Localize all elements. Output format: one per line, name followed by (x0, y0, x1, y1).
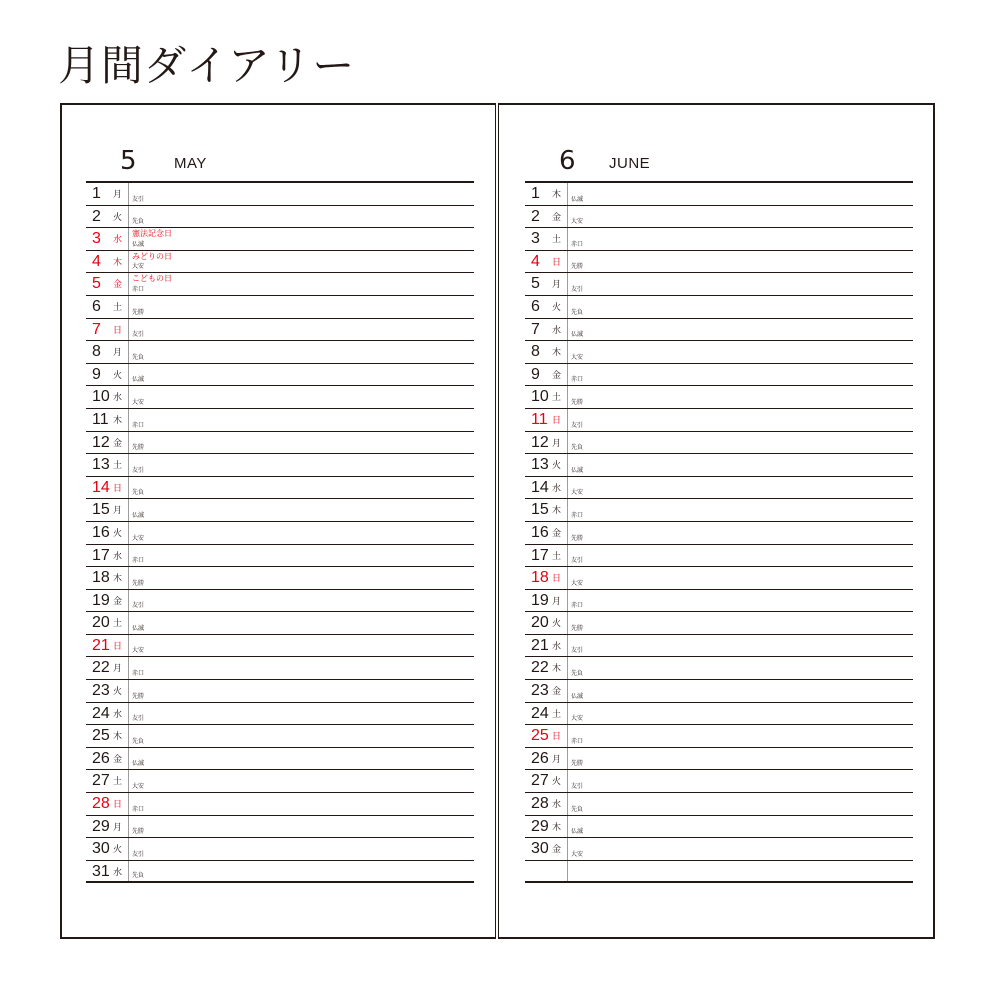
weekday-label: 火 (113, 370, 123, 381)
rokuyo-label: 仏滅 (571, 828, 584, 836)
day-number: 12 (531, 433, 549, 451)
rokuyo-label: 仏滅 (132, 760, 145, 768)
weekday-label: 火 (552, 461, 562, 472)
weekday-label: 土 (113, 777, 123, 788)
day-number: 3 (92, 230, 101, 248)
day-row[interactable] (86, 319, 474, 342)
day-number: 7 (92, 320, 101, 338)
rokuyo-label: 大安 (571, 850, 584, 858)
weekday-label: 火 (113, 687, 123, 698)
rokuyo-label: 先負 (571, 308, 584, 316)
weekday-label: 火 (552, 302, 562, 313)
day-row[interactable] (525, 206, 913, 229)
rokuyo-label: 友引 (132, 331, 145, 339)
day-number: 18 (531, 569, 549, 587)
day-number: 1 (92, 185, 101, 202)
day-number: 22 (92, 659, 110, 677)
weekday-label: 月 (552, 438, 562, 449)
day-row[interactable] (525, 793, 913, 816)
day-number: 23 (92, 682, 110, 700)
day-row[interactable] (86, 770, 474, 793)
month-number: 5 (120, 146, 137, 176)
rokuyo-label: 先勝 (132, 308, 145, 316)
day-row[interactable] (525, 680, 913, 703)
day-row[interactable] (86, 251, 474, 274)
day-number: 20 (92, 614, 110, 632)
rokuyo-label: 大安 (571, 715, 584, 723)
weekday-label: 月 (113, 506, 123, 517)
month-header (499, 145, 933, 181)
weekday-label: 金 (552, 687, 562, 698)
day-row[interactable] (525, 522, 913, 545)
rokuyo-label: 先負 (132, 737, 145, 745)
day-number: 19 (531, 591, 549, 609)
day-row[interactable] (86, 545, 474, 568)
weekday-label: 水 (552, 325, 562, 336)
rokuyo-label: 先勝 (571, 263, 584, 271)
day-number: 9 (92, 365, 101, 383)
rokuyo-label: 大安 (132, 783, 145, 791)
rokuyo-label: 赤口 (132, 285, 145, 293)
rokuyo-label: 赤口 (132, 557, 145, 565)
day-number: 21 (531, 636, 549, 654)
day-row[interactable] (525, 386, 913, 409)
rokuyo-label: 友引 (571, 783, 584, 791)
rokuyo-label: 友引 (132, 466, 145, 474)
day-number: 12 (92, 433, 110, 451)
day-row[interactable] (525, 251, 913, 274)
weekday-label: 水 (113, 867, 123, 878)
day-number: 19 (92, 591, 110, 609)
day-number: 13 (92, 456, 110, 474)
day-row[interactable] (525, 477, 913, 500)
weekday-label: 月 (552, 280, 562, 291)
rokuyo-label: 大安 (571, 353, 584, 361)
rokuyo-label: 仏滅 (132, 624, 145, 632)
day-number: 28 (92, 795, 110, 813)
rokuyo-label: 大安 (132, 647, 145, 655)
day-rows (525, 181, 913, 883)
rokuyo-label: 先勝 (571, 760, 584, 768)
rokuyo-label: 仏滅 (132, 511, 145, 519)
day-number: 17 (92, 546, 110, 564)
day-row[interactable] (86, 206, 474, 229)
rokuyo-label: 先勝 (571, 534, 584, 542)
rokuyo-label: 仏滅 (571, 466, 584, 474)
weekday-label: 水 (113, 393, 123, 404)
rokuyo-label: 先負 (132, 353, 145, 361)
day-row[interactable] (525, 816, 913, 839)
weekday-label: 水 (552, 641, 562, 652)
weekday-label: 土 (552, 551, 562, 562)
weekday-label: 金 (552, 370, 562, 381)
day-number: 7 (531, 320, 540, 338)
rokuyo-label: 仏滅 (132, 240, 145, 248)
day-row[interactable] (86, 522, 474, 545)
day-number: 14 (531, 478, 549, 496)
day-rows (86, 181, 474, 883)
rokuyo-label: 友引 (571, 647, 584, 655)
day-row[interactable] (525, 838, 913, 861)
weekday-label: 日 (113, 325, 123, 336)
day-number: 16 (92, 523, 110, 541)
weekday-label: 木 (552, 348, 562, 359)
rokuyo-label: 友引 (132, 195, 145, 203)
weekday-label: 日 (113, 483, 123, 494)
weekday-label: 月 (552, 596, 562, 607)
day-number: 30 (531, 840, 549, 858)
day-number: 15 (92, 501, 110, 519)
day-row[interactable] (86, 657, 474, 680)
weekday-label: 火 (552, 777, 562, 788)
day-row[interactable] (86, 454, 474, 477)
rokuyo-label: 友引 (132, 602, 145, 610)
rokuyo-label: 先負 (571, 670, 584, 678)
rokuyo-label: 友引 (571, 285, 584, 293)
rokuyo-label: 友引 (571, 557, 584, 565)
rokuyo-label: 先勝 (571, 398, 584, 406)
rokuyo-label: 先負 (132, 489, 145, 497)
rokuyo-label: 友引 (132, 715, 145, 723)
weekday-label: 土 (113, 461, 123, 472)
rokuyo-label: 先勝 (132, 828, 145, 836)
day-row[interactable] (525, 432, 913, 455)
day-row[interactable] (86, 499, 474, 522)
weekday-label: 日 (552, 732, 562, 743)
day-number: 8 (92, 343, 101, 361)
month-name: JUNE (609, 155, 651, 172)
weekday-label: 木 (552, 506, 562, 517)
day-number: 2 (92, 207, 101, 225)
weekday-label: 木 (113, 732, 123, 743)
day-row[interactable] (525, 770, 913, 793)
day-number: 10 (92, 388, 110, 406)
weekday-label: 日 (552, 257, 562, 268)
weekday-label: 土 (552, 393, 562, 404)
day-number: 16 (531, 523, 549, 541)
day-row[interactable] (86, 612, 474, 635)
day-number: 5 (92, 275, 101, 293)
day-row[interactable] (86, 793, 474, 816)
day-row[interactable] (525, 612, 913, 635)
day-row[interactable] (86, 590, 474, 613)
day-number: 24 (92, 704, 110, 722)
day-number: 11 (92, 410, 109, 428)
day-row[interactable] (525, 748, 913, 771)
day-number: 28 (531, 795, 549, 813)
rokuyo-label: 大安 (571, 218, 584, 226)
weekday-label: 火 (552, 619, 562, 630)
rokuyo-label: 赤口 (571, 602, 584, 610)
day-row[interactable] (525, 635, 913, 658)
day-row[interactable] (86, 816, 474, 839)
day-row[interactable] (86, 273, 474, 296)
weekday-label: 水 (552, 800, 562, 811)
day-row[interactable] (525, 590, 913, 613)
day-row[interactable] (525, 499, 913, 522)
rokuyo-label: 赤口 (571, 240, 584, 248)
day-number: 5 (531, 275, 540, 293)
day-number: 13 (531, 456, 549, 474)
weekday-label: 金 (552, 212, 562, 223)
day-row[interactable] (86, 386, 474, 409)
day-number: 9 (531, 365, 540, 383)
rokuyo-label: 先勝 (571, 624, 584, 632)
weekday-label: 木 (113, 257, 123, 268)
rokuyo-label: 大安 (132, 534, 145, 542)
rokuyo-label: 先勝 (132, 692, 145, 700)
diary-page-may (60, 103, 496, 939)
day-row[interactable] (525, 183, 913, 206)
day-row[interactable] (525, 567, 913, 590)
day-row[interactable] (86, 703, 474, 726)
day-number: 25 (531, 727, 549, 745)
weekday-label: 日 (113, 800, 123, 811)
day-number: 1 (531, 185, 540, 202)
weekday-label: 金 (113, 596, 123, 607)
page-title: 月間ダイアリー (58, 41, 356, 90)
day-row[interactable] (86, 432, 474, 455)
rokuyo-label: 赤口 (571, 737, 584, 745)
day-row[interactable] (525, 703, 913, 726)
day-row[interactable] (525, 364, 913, 387)
weekday-label: 木 (113, 415, 123, 426)
rokuyo-label: 先負 (571, 805, 584, 813)
day-row[interactable] (525, 454, 913, 477)
day-number: 6 (92, 297, 101, 315)
day-number: 10 (531, 388, 549, 406)
weekday-label: 水 (113, 551, 123, 562)
month-number: 6 (559, 146, 576, 176)
day-row[interactable] (86, 838, 474, 861)
rokuyo-label: 赤口 (132, 421, 145, 429)
weekday-label: 日 (113, 641, 123, 652)
rokuyo-label: 赤口 (132, 805, 145, 813)
rokuyo-label: 赤口 (571, 511, 584, 519)
weekday-label: 火 (113, 212, 123, 223)
rokuyo-label: 赤口 (571, 376, 584, 384)
day-row[interactable] (525, 341, 913, 364)
weekday-label: 金 (113, 280, 123, 291)
day-number: 17 (531, 546, 549, 564)
day-row[interactable] (86, 364, 474, 387)
weekday-label: 月 (113, 348, 123, 359)
day-row[interactable] (86, 680, 474, 703)
rokuyo-label: 仏滅 (571, 331, 584, 339)
day-row[interactable] (86, 477, 474, 500)
day-row[interactable] (525, 319, 913, 342)
holiday-label: みどりの日 (132, 251, 172, 261)
weekday-label: 金 (113, 438, 123, 449)
rokuyo-label: 仏滅 (132, 376, 145, 384)
rokuyo-label: 友引 (132, 850, 145, 858)
day-row[interactable] (86, 635, 474, 658)
day-number: 20 (531, 614, 549, 632)
weekday-label: 日 (552, 574, 562, 585)
day-number: 14 (92, 478, 110, 496)
day-number: 6 (531, 297, 540, 315)
day-number: 27 (531, 772, 549, 790)
weekday-label: 木 (552, 822, 562, 833)
day-number: 11 (531, 410, 548, 428)
weekday-label: 木 (552, 190, 562, 200)
day-row[interactable] (86, 567, 474, 590)
weekday-label: 月 (552, 754, 562, 765)
day-row[interactable] (86, 296, 474, 319)
weekday-label: 木 (113, 574, 123, 585)
weekday-label: 木 (552, 664, 562, 675)
rokuyo-label: 先勝 (132, 444, 145, 452)
rokuyo-label: 友引 (571, 421, 584, 429)
day-row[interactable] (86, 228, 474, 251)
weekday-label: 土 (113, 619, 123, 630)
weekday-label: 土 (552, 235, 562, 246)
weekday-label: 月 (113, 822, 123, 833)
day-row[interactable] (525, 273, 913, 296)
holiday-label: 憲法記念日 (132, 229, 172, 239)
day-row[interactable] (525, 228, 913, 251)
rokuyo-label: 大安 (571, 579, 584, 587)
day-number: 27 (92, 772, 110, 790)
weekday-label: 土 (113, 302, 123, 313)
day-number: 25 (92, 727, 110, 745)
day-row[interactable] (525, 725, 913, 748)
holiday-label: こどもの日 (132, 274, 172, 284)
weekday-label: 土 (552, 709, 562, 720)
weekday-label: 水 (113, 709, 123, 720)
day-number: 22 (531, 659, 549, 677)
day-number: 2 (531, 207, 540, 225)
day-row[interactable] (86, 341, 474, 364)
weekday-label: 金 (552, 528, 562, 539)
rokuyo-label: 仏滅 (571, 195, 584, 203)
day-row[interactable] (86, 183, 474, 206)
weekday-label: 火 (113, 845, 123, 856)
day-row[interactable] (86, 409, 474, 432)
day-row[interactable] (525, 545, 913, 568)
day-number: 15 (531, 501, 549, 519)
day-number: 21 (92, 636, 110, 654)
day-number: 4 (531, 252, 540, 270)
day-number: 29 (531, 817, 549, 835)
day-row[interactable] (525, 296, 913, 319)
day-number: 31 (92, 862, 110, 880)
day-row[interactable] (525, 861, 913, 884)
day-number: 8 (531, 343, 540, 361)
day-number: 4 (92, 252, 101, 270)
rokuyo-label: 仏滅 (571, 692, 584, 700)
day-number: 26 (531, 749, 549, 767)
day-number: 29 (92, 817, 110, 835)
rokuyo-label: 大安 (571, 489, 584, 497)
day-number: 26 (92, 749, 110, 767)
day-number: 23 (531, 682, 549, 700)
rokuyo-label: 大安 (132, 398, 145, 406)
weekday-label: 水 (552, 483, 562, 494)
rokuyo-label: 先勝 (132, 579, 145, 587)
weekday-label: 火 (113, 528, 123, 539)
day-row[interactable] (86, 861, 474, 884)
day-row[interactable] (525, 657, 913, 680)
rokuyo-label: 先負 (571, 444, 584, 452)
rokuyo-label: 先負 (132, 218, 145, 226)
rokuyo-label: 赤口 (132, 670, 145, 678)
day-number: 3 (531, 230, 540, 248)
diary-page-june (498, 103, 935, 939)
day-row[interactable] (86, 748, 474, 771)
day-number: 24 (531, 704, 549, 722)
day-row[interactable] (86, 725, 474, 748)
weekday-label: 月 (113, 664, 123, 675)
day-number: 18 (92, 569, 110, 587)
month-name: MAY (174, 155, 207, 172)
weekday-label: 金 (113, 754, 123, 765)
day-number: 30 (92, 840, 110, 858)
day-row[interactable] (525, 409, 913, 432)
month-header (62, 145, 495, 181)
weekday-label: 金 (552, 845, 562, 856)
weekday-label: 日 (552, 415, 562, 426)
rokuyo-label: 先負 (132, 872, 145, 880)
rokuyo-label: 大安 (132, 263, 145, 271)
weekday-label: 水 (113, 235, 123, 246)
weekday-label: 月 (113, 190, 123, 200)
